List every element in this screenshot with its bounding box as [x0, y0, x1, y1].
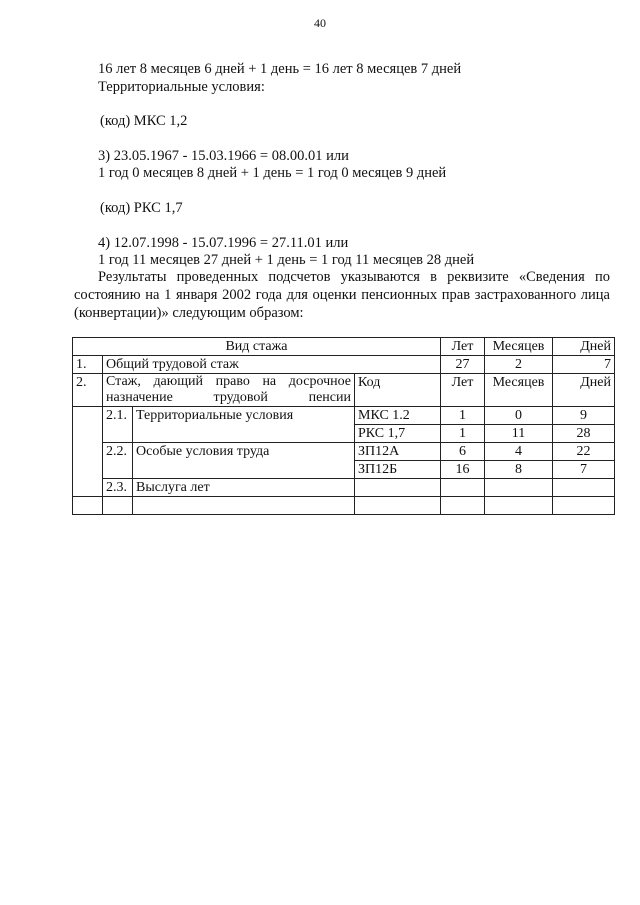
empty-cell-5	[441, 497, 485, 515]
row21-code-2: РКС 1,7	[355, 425, 441, 443]
row23-months	[485, 479, 553, 497]
row22-years-2: 16	[441, 461, 485, 479]
row21-days-1: 9	[553, 407, 615, 425]
row23-years	[441, 479, 485, 497]
text-line-4: 3) 23.05.1967 - 15.03.1966 = 08.00.01 или	[98, 148, 349, 164]
row2-code: Код	[355, 374, 441, 407]
row2-months: Месяцев	[485, 374, 553, 407]
row23-label: Выслуга лет	[133, 479, 355, 497]
table-row-2-1a	[73, 407, 615, 425]
text-line-3: (код) МКС 1,2	[100, 113, 188, 129]
row1-num: 1.	[73, 356, 103, 374]
row1-days: 7	[553, 356, 615, 374]
header-years: Лет	[441, 338, 485, 356]
row21-months-2: 11	[485, 425, 553, 443]
empty-cell-2	[103, 497, 133, 515]
row2-num: 2.	[73, 374, 103, 407]
row1-label: Общий трудовой стаж	[103, 356, 441, 374]
row23-days	[553, 479, 615, 497]
row23-blank	[73, 479, 103, 497]
table-row-2	[73, 374, 615, 407]
text-line-2: Территориальные условия:	[98, 79, 265, 95]
row22-months-2: 8	[485, 461, 553, 479]
row22-years-1: 6	[441, 443, 485, 461]
text-line-5: 1 год 0 месяцев 8 дней + 1 день = 1 год 0 месяцев 9 дней	[98, 165, 447, 181]
header-days: Дней	[553, 338, 615, 356]
empty-cell-6	[485, 497, 553, 515]
results-paragraph: Результаты проведенных подсчетов указываются в реквизите «Сведения по состоянию на 1 января 2002 года для оценки пенсионных прав застрахованного лица (конвертации)» следующим образом:	[74, 269, 610, 321]
row23-code	[355, 479, 441, 497]
row1-years: 27	[441, 356, 485, 374]
row22-days-1: 22	[553, 443, 615, 461]
empty-cell-7	[553, 497, 615, 515]
table-row-2-2a	[73, 443, 615, 461]
empty-cell-1	[73, 497, 103, 515]
empty-cell-3	[133, 497, 355, 515]
row21-blank	[73, 407, 103, 443]
text-line-1: 16 лет 8 месяцев 6 дней + 1 день = 16 лет 8 месяцев 7 дней	[98, 61, 462, 77]
row22-code-1: ЗП12А	[355, 443, 441, 461]
row22-code-2: ЗП12Б	[355, 461, 441, 479]
row21-num: 2.1.	[103, 407, 133, 443]
header-months: Месяцев	[485, 338, 553, 356]
row22-days-2: 7	[553, 461, 615, 479]
table-header-row	[73, 338, 615, 356]
row21-label	[133, 407, 355, 443]
row2-label: Стаж, дающий право на досрочное назначение трудовой пенсии	[103, 374, 355, 407]
row21-months-1: 0	[485, 407, 553, 425]
text-line-7: 4) 12.07.1998 - 15.07.1996 = 27.11.01 или	[98, 235, 349, 251]
row22-blank	[73, 443, 103, 479]
row21-label-text: Территориальные условия	[136, 408, 294, 423]
text-line-6: (код) РКС 1,7	[100, 200, 183, 216]
row21-years-2: 1	[441, 425, 485, 443]
seniority-table	[72, 337, 615, 515]
table-row-2-3	[73, 479, 615, 497]
row1-months: 2	[485, 356, 553, 374]
header-kind: Вид стажа	[73, 338, 441, 356]
row2-days: Дней	[553, 374, 615, 407]
row22-num: 2.2.	[103, 443, 133, 479]
row21-days-2: 28	[553, 425, 615, 443]
row23-num: 2.3.	[103, 479, 133, 497]
text-line-8: 1 год 11 месяцев 27 дней + 1 день = 1 год 11 месяцев 28 дней	[98, 252, 475, 268]
row22-label: Особые условия труда	[133, 443, 355, 479]
row21-years-1: 1	[441, 407, 485, 425]
empty-cell-4	[355, 497, 441, 515]
table-row-empty	[73, 497, 615, 515]
page-number: 40	[314, 16, 326, 30]
row2-years: Лет	[441, 374, 485, 407]
table-row-1	[73, 356, 615, 374]
row22-months-1: 4	[485, 443, 553, 461]
row21-code-1: МКС 1.2	[355, 407, 441, 425]
